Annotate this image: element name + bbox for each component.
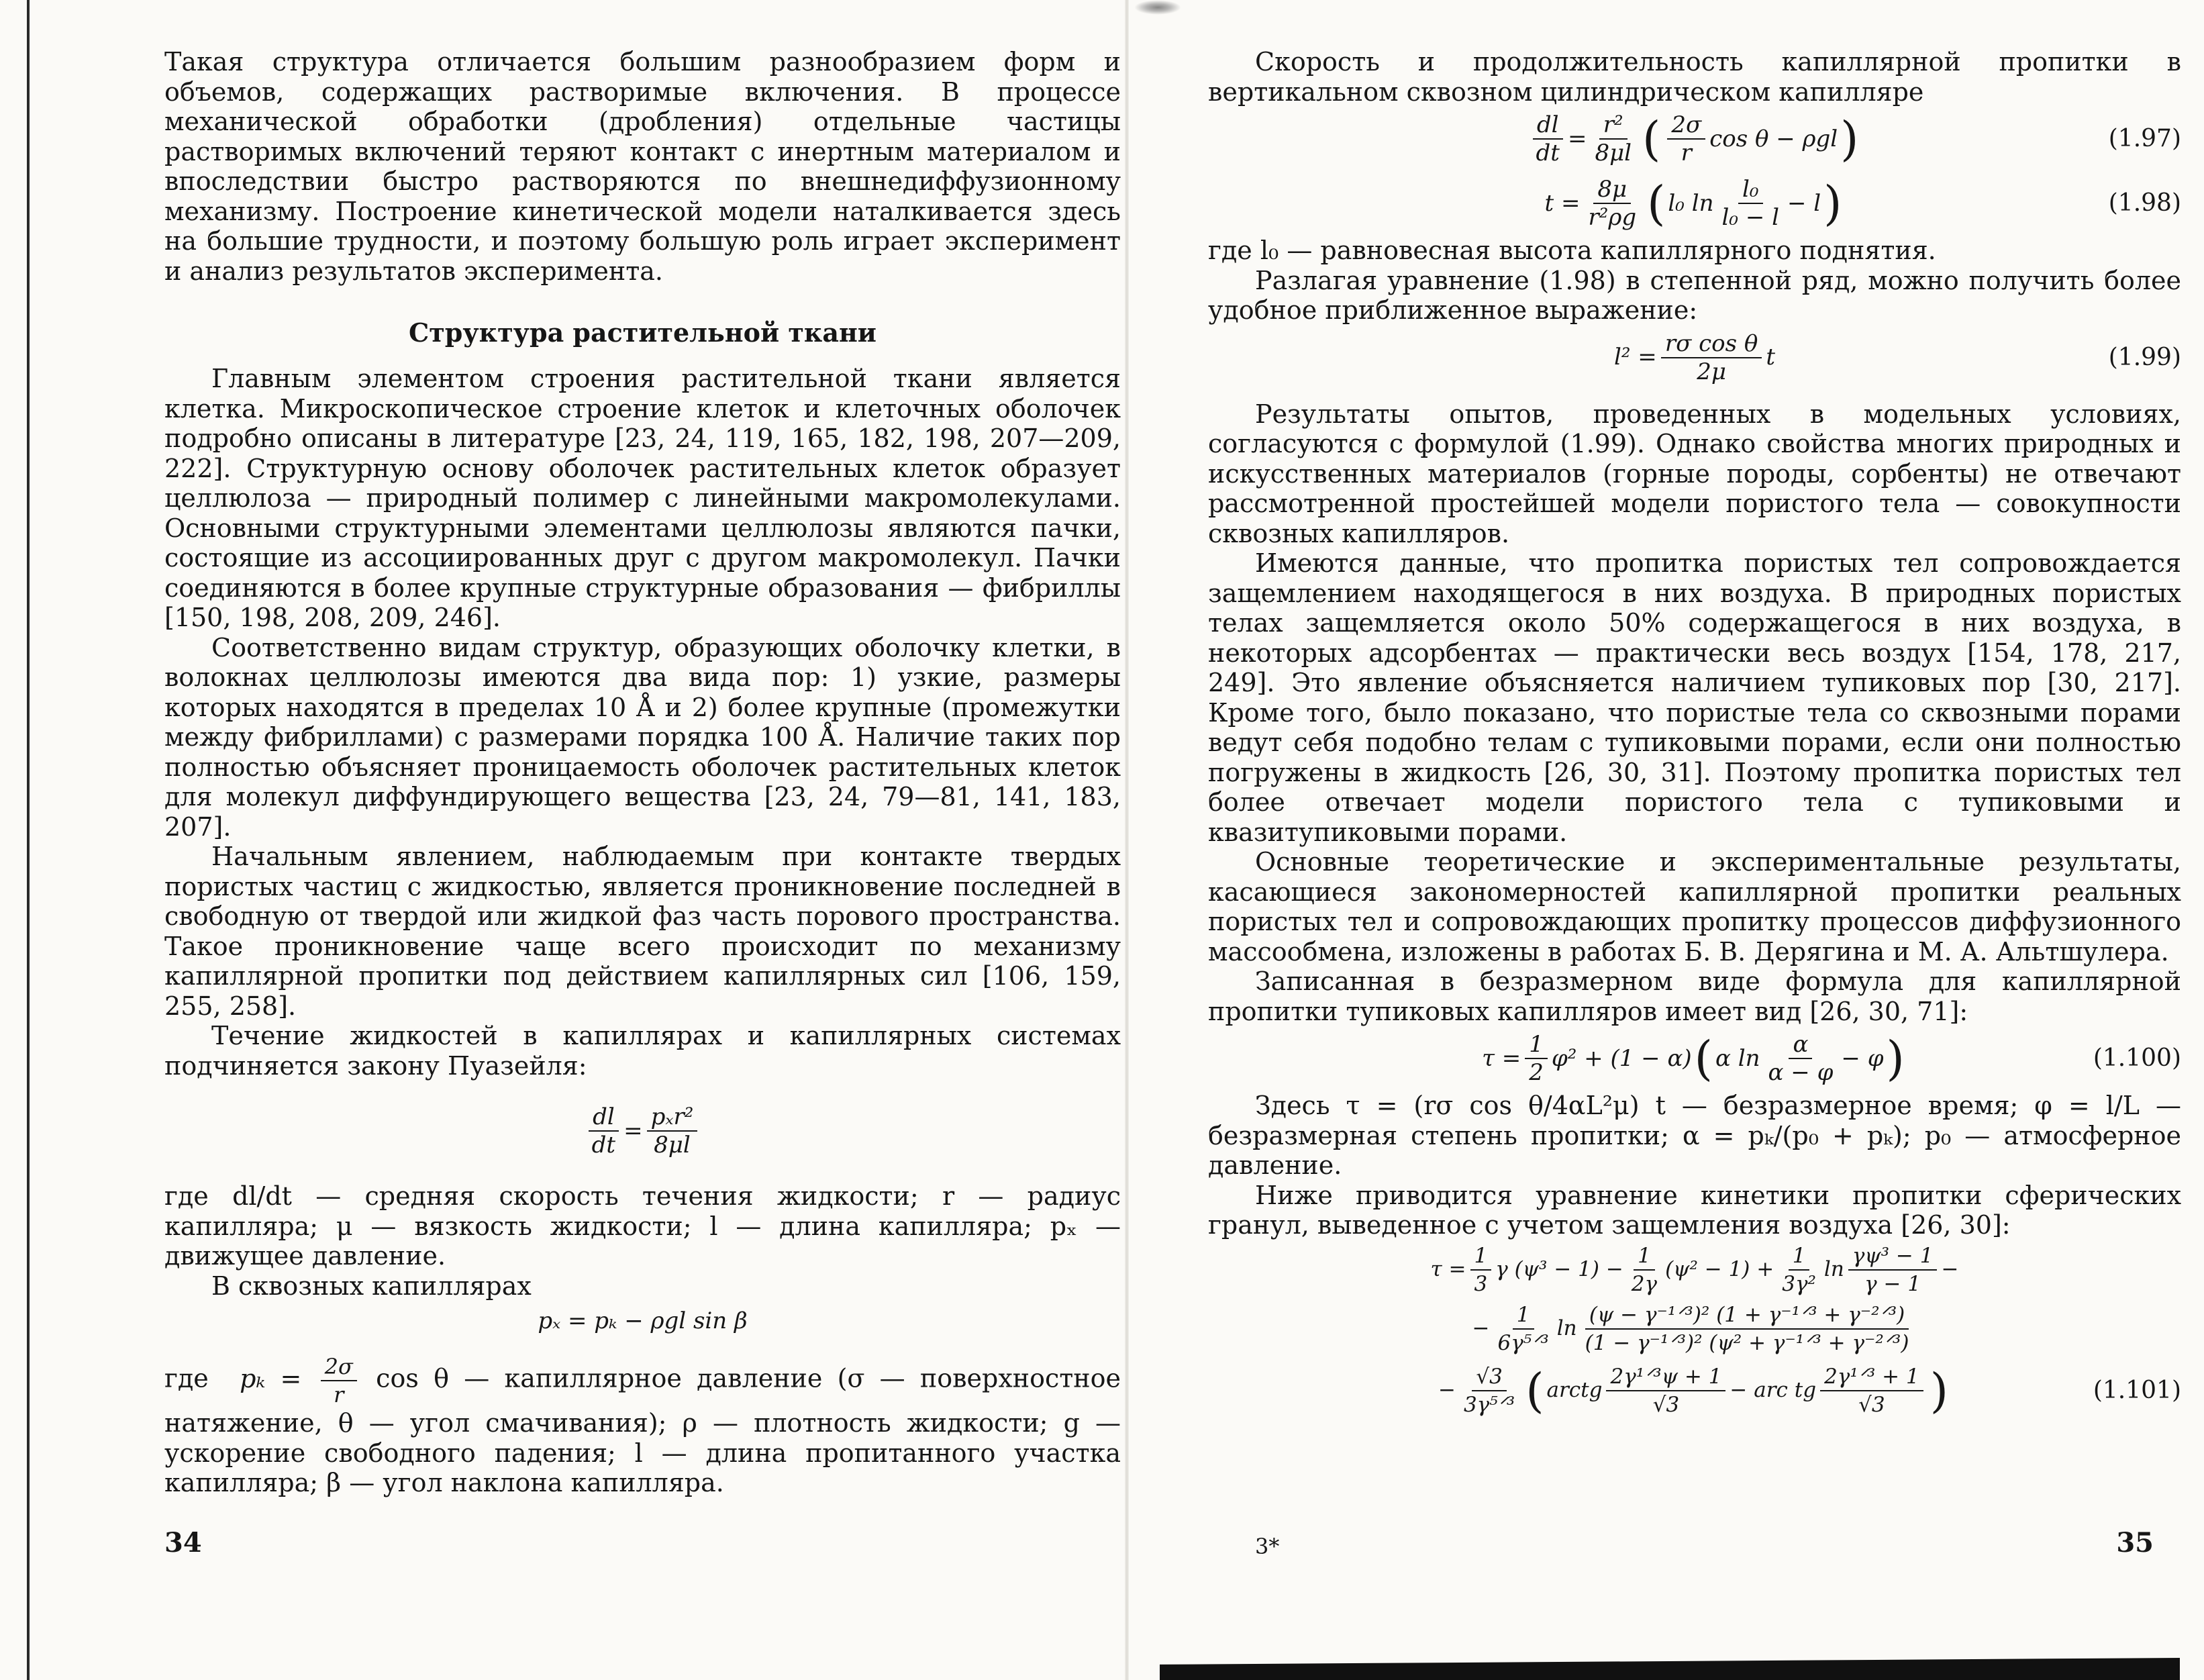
equation-text: − [1472, 1316, 1490, 1341]
frac-num: 1 [1525, 1031, 1548, 1059]
paragraph: Ниже приводится уравнение кинетики пропитки сферических гранул, выведенное с учетом защемления воздуха [26, 30]: [1208, 1180, 2181, 1240]
frac-den: 6γ⁵ᐟ³ [1497, 1330, 1549, 1355]
paragraph: Записанная в безразмерном виде формула для капиллярной пропитки тупиковых капилляров имеет вид [26, 30, 71]: [1208, 967, 2181, 1026]
frac-num: 1 [1513, 1301, 1534, 1330]
frac-den: √3 [1652, 1392, 1680, 1417]
equation-text: ln [1823, 1257, 1844, 1282]
right-page [1128, 0, 2204, 1680]
equation-text: τ = [1482, 1044, 1521, 1072]
equation-px [164, 1301, 1121, 1341]
equation-1-97: $\frac{dl}{dt}$ = $\frac{\text{r²}}{8\mu l}$ ( $\frac{2\sigma}{r}$ cos θ − ρgl ) (1.97) [1208, 107, 2181, 171]
frac-num: pₓr² [647, 1103, 698, 1132]
paragraph [164, 1353, 1121, 1498]
equation-text: pₖ = [240, 1363, 302, 1393]
frac-den: (1 − γ⁻¹ᐟ³)² (ψ² + γ⁻¹ᐟ³ + γ⁻²ᐟ³) [1585, 1330, 1909, 1355]
equation-text: − φ [1841, 1044, 1884, 1072]
paragraph: Разлагая уравнение (1.98) в степенной ряд, можно получить более удобное приближенное выражение: [1208, 265, 2181, 325]
frac-num: γψ³ − 1 [1848, 1242, 1938, 1271]
frac-num: dl [1533, 111, 1563, 140]
frac-num: 1 [1789, 1242, 1810, 1271]
equation-text: l² = [1614, 344, 1657, 371]
frac-den: r [1681, 140, 1692, 166]
equation-number: (1.99) [2108, 343, 2181, 371]
frac-den: γ − 1 [1864, 1271, 1921, 1296]
equation-text: − [1438, 1378, 1456, 1403]
equation-1-100: τ = $\frac{1}{2}$ φ² + (1 − α) ( α ln $\frac{\alpha}{\alpha - \varphi}$ − φ ) (1.100) [1482, 1031, 2181, 1086]
frac-den: 2γ [1631, 1271, 1658, 1296]
frac-den: 8μl [1595, 140, 1632, 166]
paragraph: В сквозных капиллярах [211, 1271, 532, 1301]
frac-den: 3 [1474, 1271, 1488, 1296]
page-number: 35 [2116, 1527, 2154, 1559]
frac-den: α − φ [1768, 1059, 1834, 1086]
equation-text: − l [1787, 189, 1821, 217]
equation-text: (ψ² − 1) + [1665, 1257, 1774, 1282]
signature-mark: 3* [1255, 1534, 1280, 1559]
paragraph: Основные теоретические и экспериментальные результаты, касающиеся закономерностей капиллярной пропитки реальных пористых тел и сопровождающих пропитку процессов диффузионного массообмена, изложены в работах Б. В. Дерягина и М. А. Альтшулера. [1208, 847, 2181, 967]
frac-num: 2σ [321, 1353, 357, 1381]
paragraph: Результаты опытов, проведенных в модельных условиях, согласуются с формулой (1.99). Однако свойства многих природных и искусственных материалов (горные породы, сорбенты) не отвечают рассмотренной простейшей модели пористого тела — совокупности сквозных капилляров. [1208, 399, 2181, 548]
frac-num: 2γ¹ᐟ³ + 1 [1820, 1363, 1923, 1391]
frac-den: √3 [1858, 1392, 1885, 1417]
equation-text: φ² + (1 − α) [1551, 1044, 1692, 1072]
frac-den: l₀ − l [1721, 204, 1779, 231]
frac-num: 1 [1470, 1242, 1492, 1271]
paragraph: Здесь τ = (rσ cos θ/4αL²μ) t — безразмерное время; φ = l/L — безразмерная степень пропитки; α = pₖ/(p₀ + pₖ); p₀ — атмосферное давление. [1208, 1091, 2181, 1180]
frac-den: dt [1536, 140, 1560, 166]
paragraph: Главным элементом строения растительной ткани является клетка. Микроскопическое строение клеток и клеточных оболочек подробно описаны в литературе [23, 24, 119, 165, 182, 198, 207—209, 222]. Структурную основу оболочек растительных клеток образует целлюлоза — природный полимер с линейными макромолекулами. Основными структурными элементами целлюлозы являются пачки, состоящие из ассоциированных друг с другом макромолекул. Пачки соединяются в более крупные структурные образования — фибриллы [150, 198, 208, 209, 246]. [164, 364, 1121, 632]
equation-number: (1.101) [2093, 1376, 2181, 1404]
equation-text: t [1766, 344, 1775, 371]
paragraph: Соответственно видам структур, образующих оболочку клетки, в волокнах целлюлозы имеются два вида пор: 1) узкие, размеры которых находятся в пределах 10 Å и 2) более крупные (промежутки между фибриллами) с размерами порядка 100 Å. Наличие таких пор полностью объясняет проницаемость оболочек растительных клеток для молекул диффундирующего вещества [23, 24, 79—81, 141, 183, 207]. [164, 632, 1121, 842]
frac-num: 2σ [1667, 111, 1705, 140]
frac-den: 2μ [1697, 358, 1726, 385]
frac-num: r² [1599, 111, 1627, 140]
frac-den: 2 [1529, 1059, 1544, 1086]
paragraph: где dl/dt — средняя скорость течения жидкости; r — радиус капилляра; μ — вязкость жидкости; l — длина капилляра; pₓ — движущее давление. [164, 1181, 1121, 1271]
frac-den: r²ρg [1588, 204, 1637, 231]
equation-1-101-line2 [1208, 1299, 2181, 1358]
frac-den: 8μl [654, 1132, 691, 1158]
equation-number: (1.100) [2093, 1044, 2181, 1072]
equation-1-99 [1208, 326, 2181, 390]
equation-number: (1.97) [2108, 124, 2181, 152]
left-text-column [164, 47, 1121, 1498]
paragraph: Начальным явлением, наблюдаемым при контакте твердых пористых частиц с жидкостью, является проникновение последней в свободную от твердой или жидкой фаз часть порового пространства. Такое проникновение чаще всего происходит по механизму капиллярной пропитки под действием капиллярных сил [106, 159, 255, 258]. [164, 842, 1121, 1021]
equation-text: − arc tg [1730, 1378, 1817, 1403]
equation-number: (1.98) [2108, 189, 2181, 217]
right-text-column [1208, 47, 2181, 1423]
frac-den: dt [591, 1132, 616, 1158]
equation-text: − [1941, 1257, 1959, 1282]
equation-text: pₓ = pₖ − ρgl sin β [538, 1307, 748, 1334]
paragraph: Течение жидкостей в капиллярах и капиллярных системах подчиняется закону Пуазейля: [164, 1021, 1121, 1081]
page-number: 34 [164, 1527, 202, 1559]
frac-num: l₀ [1738, 176, 1763, 204]
frac-num: α [1789, 1031, 1812, 1059]
frac-den: r [334, 1382, 344, 1407]
equation-poiseuille: $\frac{dl}{dt}$ = $\frac{\text{pₓr²}}{8\mu l}$ [164, 1081, 1121, 1181]
equation-text: t = [1544, 189, 1581, 217]
equation-text: cos θ − ρgl [1709, 125, 1838, 152]
frac-num: (ψ − γ⁻¹ᐟ³)² (1 + γ⁻¹ᐟ³ + γ⁻²ᐟ³) [1585, 1301, 1909, 1330]
frac-den: 3γ² [1782, 1271, 1816, 1296]
frac-den: 3γ⁵ᐟ³ [1463, 1392, 1515, 1417]
frac-num: 1 [1634, 1242, 1655, 1271]
text-run: cos θ — капиллярное давление (σ — поверхностное натяжение, θ — угол смачивания); ρ — плотность жидкости; g — ускорение свободного падения; l — длина пропитанного участка капилляра; β — угол наклона капилляра. [164, 1363, 1121, 1497]
equation-text: arctg [1546, 1378, 1603, 1403]
equation-1-101-line3: − $\frac{√3}{\text{3γ⁵ᐟ³}}$ ( arctg $\frac{\text{2γ¹ᐟ³ψ + 1}}{√3}$ − arc tg $\frac{\text{2γ¹ᐟ³ + 1}}{√3}$ ) (1.101) [1438, 1363, 2181, 1418]
frac-num: dl [589, 1103, 619, 1132]
equation-text: τ = [1430, 1257, 1466, 1282]
equation-text: α ln [1715, 1044, 1760, 1072]
frac-num: 8μ [1593, 176, 1631, 204]
section-heading: Структура растительной ткани [409, 317, 876, 348]
paragraph: Имеются данные, что пропитка пористых тел сопровождается защемлением находящегося в них воздуха. В природных пористых телах защемляется около 50% содержащегося в них воздуха, в некоторых адсорбентах — практически весь воздух [154, 178, 217, 249]. Это явление объясняется наличием тупиковых пор [30, 217]. Кроме того, было показано, что пористые тела со сквозными порами ведут себя подобно телам с тупиковыми порами, если они полностью погружены в жидкость [26, 30, 31]. Поэтому пропитка пористых тел более отвечает модели пористого тела с тупиковыми и квазитупиковыми порами. [1208, 548, 2181, 847]
equation-text: ln [1556, 1316, 1577, 1341]
equation-text: l₀ ln [1668, 189, 1714, 217]
frac-num: rσ cos θ [1661, 330, 1762, 358]
paragraph: Скорость и продолжительность капиллярной пропитки в вертикальном сквозном цилиндрическом капилляре [1208, 47, 2181, 107]
paragraph: Такая структура отличается большим разнообразием форм и объемов, содержащих растворимые включения. В процессе механической обработки (дробления) отдельные частицы растворимых включений теряют контакт с инертным материалом и впоследствии быстро растворяются по внешнедиффузионному механизму. Построение кинетической модели наталкивается здесь на большие трудности, и поэтому большую роль играет эксперимент и анализ результатов эксперимента. [164, 47, 1121, 286]
equation-1-98: t = $\frac{8\mu}{\text{r²ρg}}$ ( l₀ ln $\frac{\text{l₀}}{\text{l₀ − l}}$ − l ) (1.98) [1544, 176, 2181, 231]
text-run: где [164, 1363, 209, 1393]
equation-1-101-line1 [1208, 1240, 2181, 1299]
frac-num: √3 [1472, 1363, 1506, 1391]
frac-num: 2γ¹ᐟ³ψ + 1 [1606, 1363, 1725, 1391]
equation-text: γ (ψ³ − 1) − [1495, 1257, 1623, 1282]
paragraph: где l₀ — равновесная высота капиллярного поднятия. [1208, 236, 1936, 265]
